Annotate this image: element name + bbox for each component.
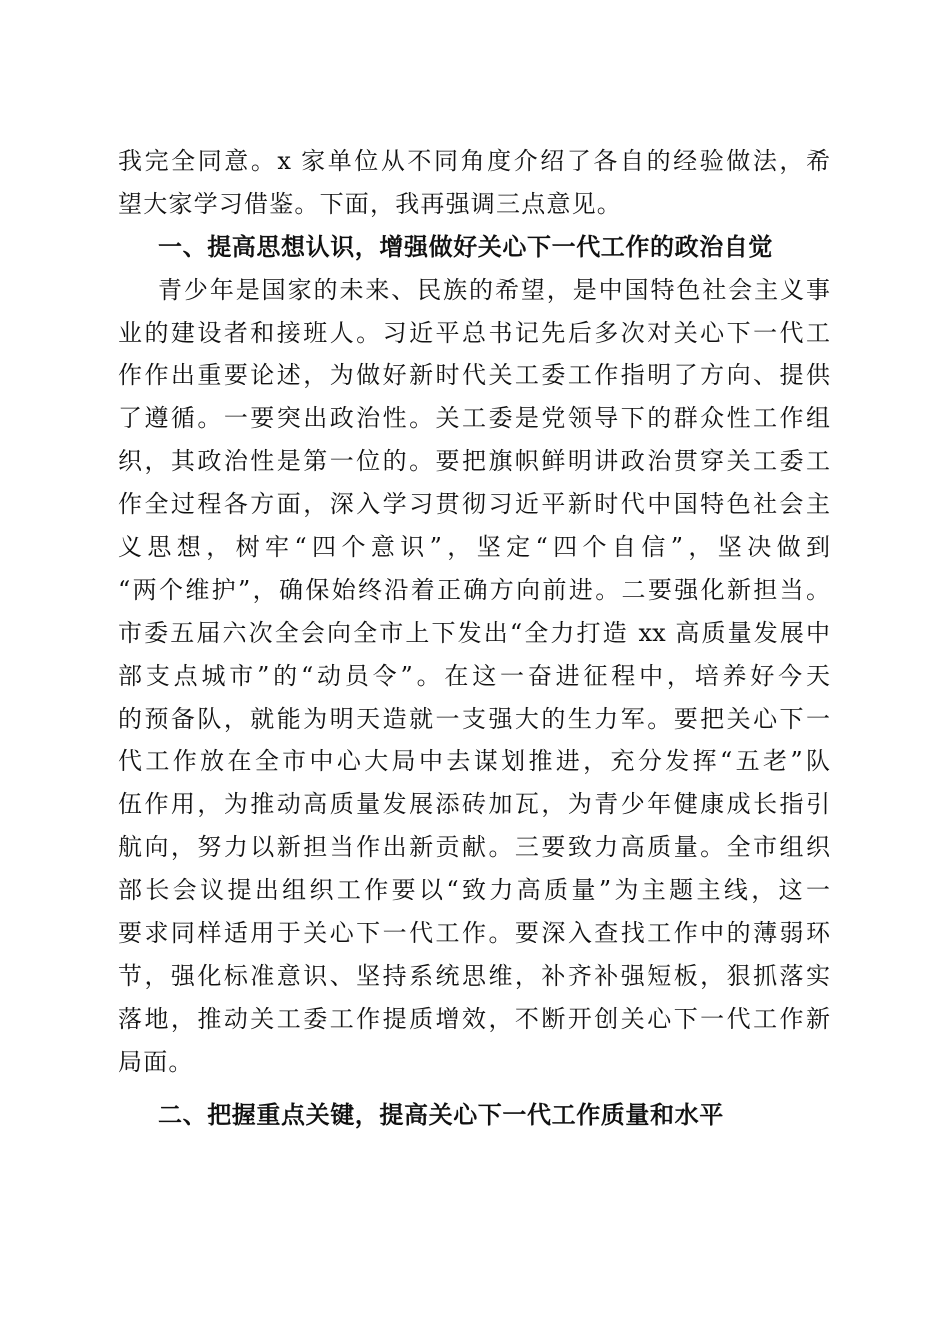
paragraph-line: 了遵循。一要突出政治性。关工委是党领导下的群众性工作组 (118, 404, 830, 433)
paragraph-line: 织，其政治性是第一位的。要把旗帜鲜明讲政治贯穿关工委工 (118, 447, 830, 476)
paragraph-line: 义思想，树牢“四个意识”，坚定“四个自信”，坚决做到 (118, 533, 830, 562)
paragraph-line: 部支点城市”的“动员令”。在这一奋进征程中，培养好今天 (118, 661, 830, 690)
paragraph-line: 局面。 (118, 1047, 194, 1076)
paragraph-line: 作全过程各方面，深入学习贯彻习近平新时代中国特色社会主 (118, 490, 830, 519)
section-heading-1: 一、提高思想认识，增强做好关心下一代工作的政治自觉 (158, 231, 773, 261)
paragraph-line: 航向，努力以新担当作出新贡献。三要致力高质量。全市组织 (118, 833, 830, 862)
document-body (118, 140, 830, 1136)
paragraph-line: 伍作用，为推动高质量发展添砖加瓦，为青少年健康成长指引 (118, 790, 830, 819)
paragraph-line: “两个维护”，确保始终沿着正确方向前进。二要强化新担当。 (118, 575, 830, 604)
section-heading-2: 二、把握重点关键，提高关心下一代工作质量和水平 (158, 1099, 724, 1129)
intro-line: 我完全同意。x 家单位从不同角度介绍了各自的经验做法，希 (118, 147, 830, 175)
paragraph-line: 的预备队，就能为明天造就一支强大的生力军。要把关心下一 (118, 704, 830, 733)
paragraph-line: 青少年是国家的未来、民族的希望，是中国特色社会主义事 (158, 275, 830, 304)
paragraph-line: 要求同样适用于关心下一代工作。要深入查找工作中的薄弱环 (118, 919, 830, 948)
paragraph-line: 作作出重要论述，为做好新时代关工委工作指明了方向、提供 (118, 361, 830, 390)
paragraph-line: 代工作放在全市中心大局中去谋划推进，充分发挥“五老”队 (118, 747, 830, 776)
intro-line: 望大家学习借鉴。下面，我再强调三点意见。 (118, 189, 622, 218)
paragraph-line: 部长会议提出组织工作要以“致力高质量”为主题主线，这一 (118, 876, 830, 905)
paragraph-line: 落地，推动关工委工作提质增效，不断开创关心下一代工作新 (118, 1004, 830, 1033)
paragraph-line: 市委五届六次全会向全市上下发出“全力打造 xx 高质量发展中 (118, 618, 830, 647)
paragraph-line: 业的建设者和接班人。习近平总书记先后多次对关心下一代工 (118, 318, 830, 347)
paragraph-line: 节，强化标准意识、坚持系统思维，补齐补强短板，狠抓落实 (118, 961, 830, 990)
